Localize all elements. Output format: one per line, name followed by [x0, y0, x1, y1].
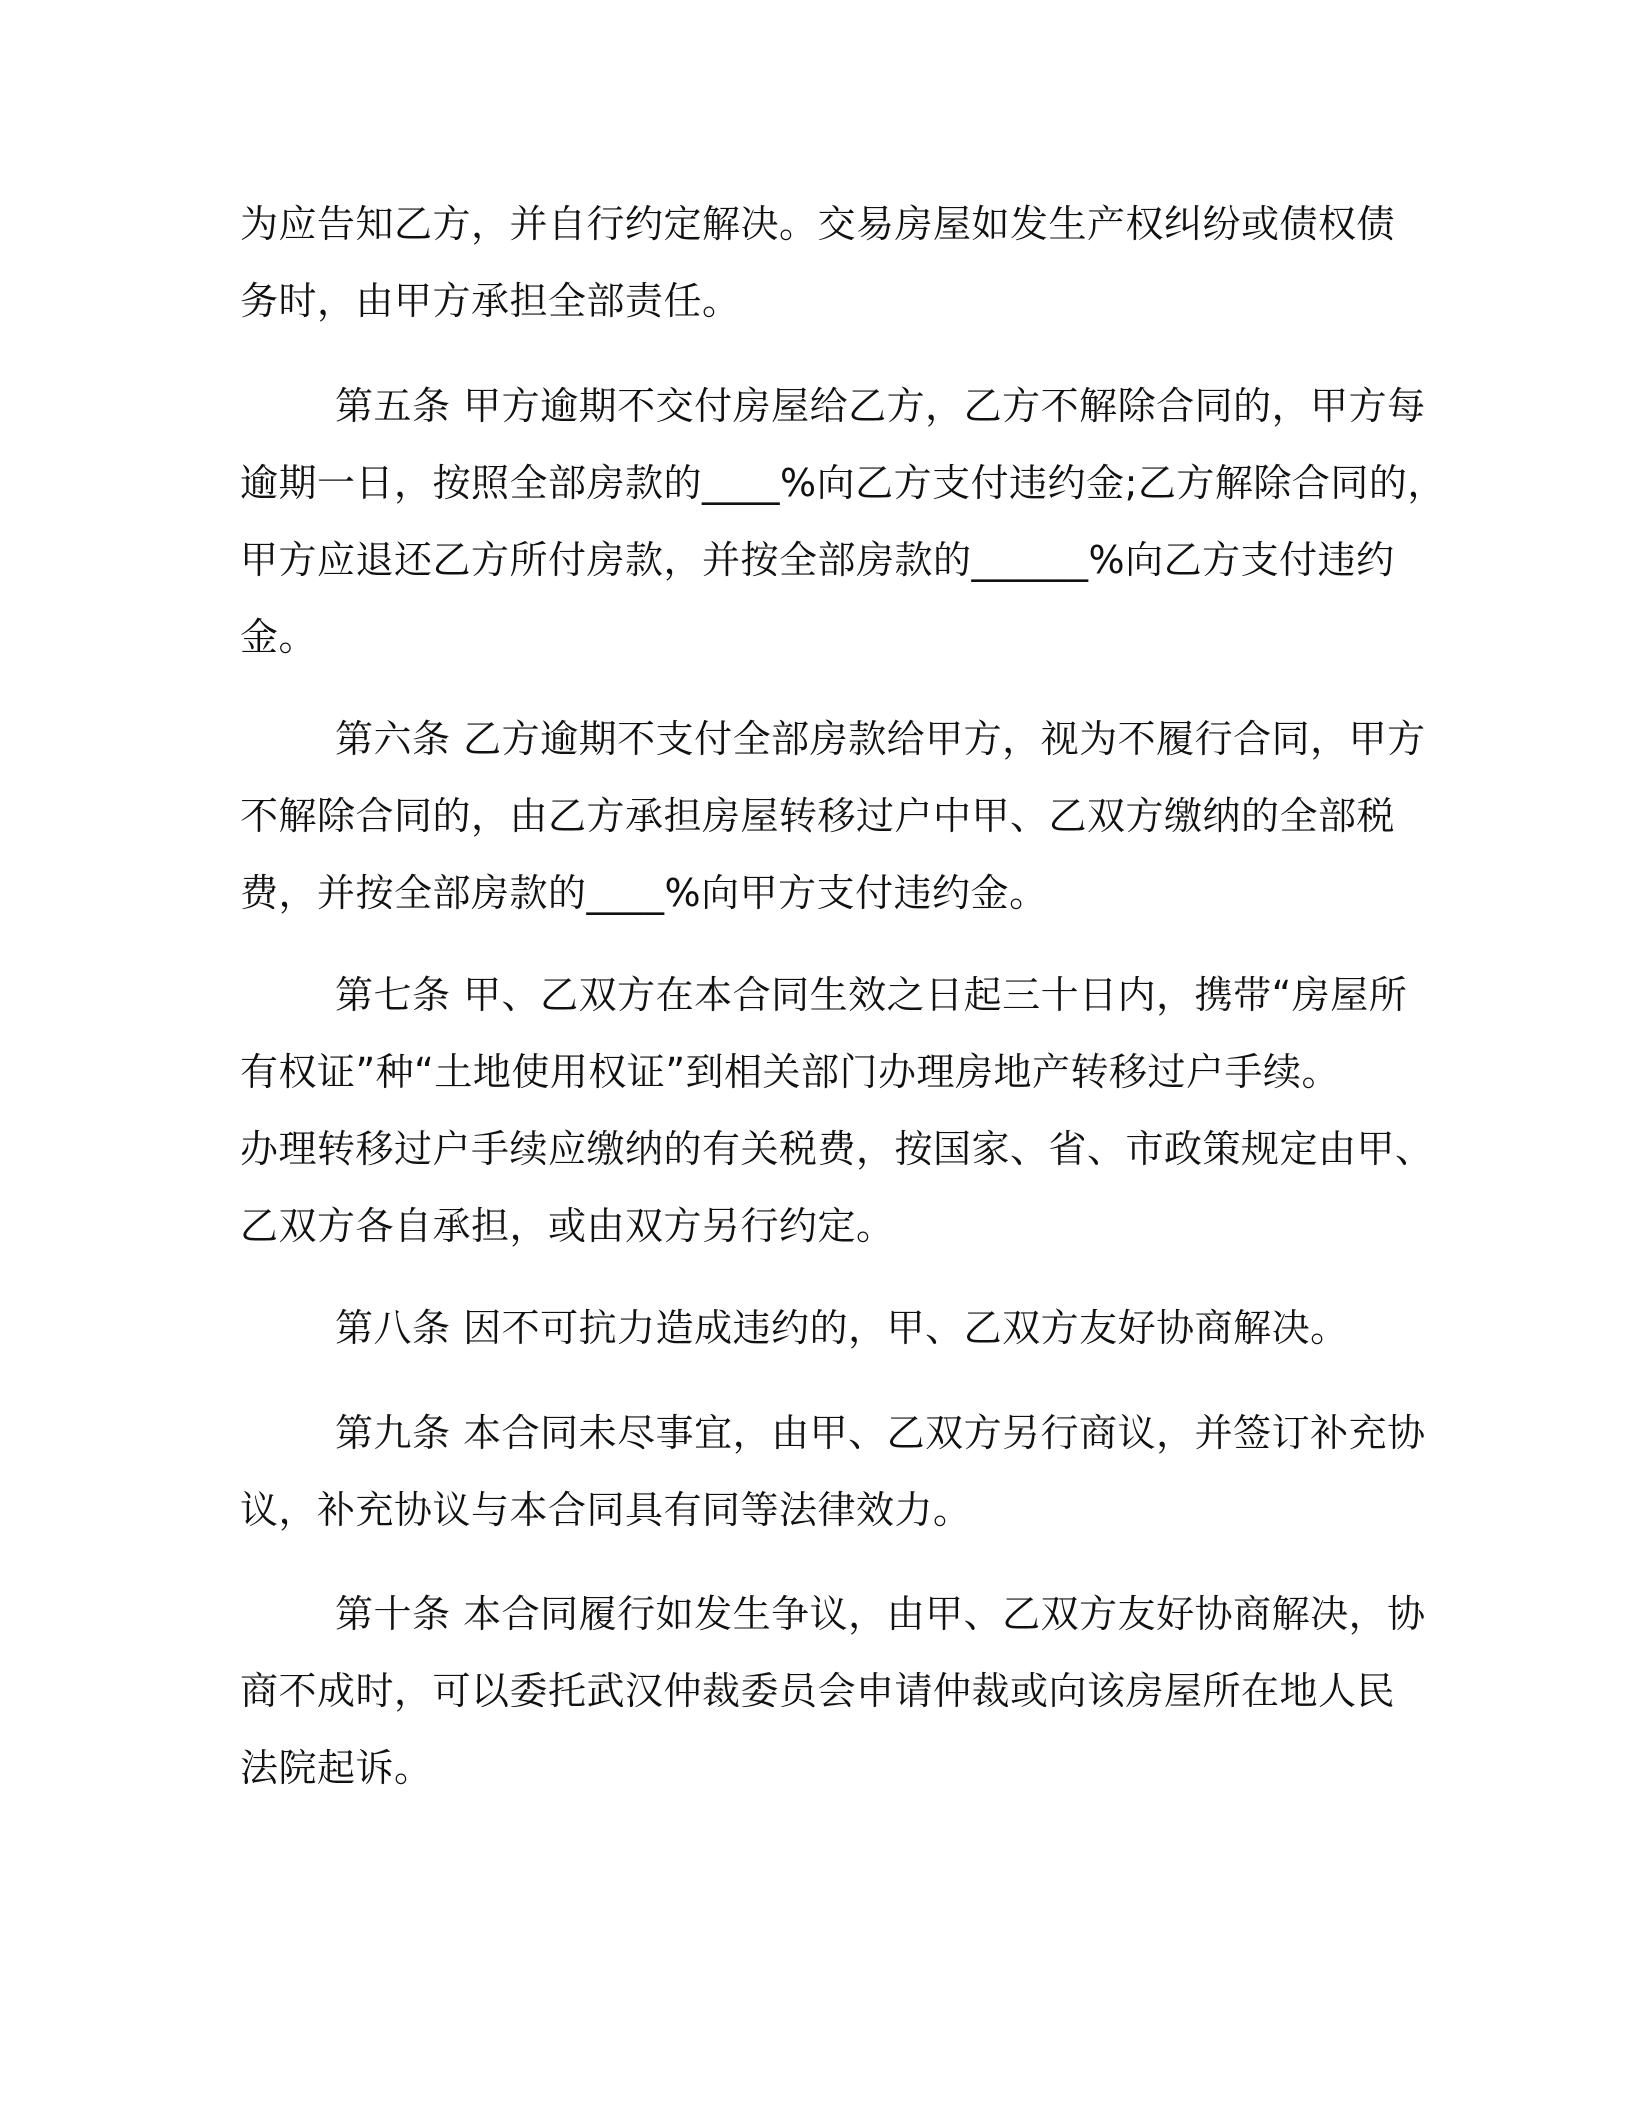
text-line: 第五条 甲方逾期不交付房屋给乙方，乙方不解除合同的，甲方每 [335, 384, 1426, 428]
text-line: 费，并按全部房款的____%向甲方支付违约金。 [240, 871, 1048, 915]
text-line: 第七条 甲、乙双方在本合同生效之日起三十日内，携带“房屋所 [335, 973, 1408, 1017]
text-line: 乙双方各自承担，或由双方另行约定。 [240, 1204, 895, 1248]
text-line: 办理转移过户手续应缴纳的有关税费，按国家、省、市政策规定由甲、 [240, 1127, 1434, 1171]
text-line: 议，补充协议与本合同具有同等法律效力。 [240, 1488, 972, 1532]
text-line: 第八条 因不可抗力造成违约的，甲、乙双方友好协商解决。 [335, 1306, 1349, 1350]
text-line: 甲方应退还乙方所付房款，并按全部房款的______%向乙方支付违约 [240, 538, 1395, 582]
text-line: 不解除合同的，由乙方承担房屋转移过户中甲、乙双方缴纳的全部税 [240, 794, 1396, 838]
text-line: 法院起诉。 [240, 1746, 433, 1790]
text-line: 为应告知乙方，并自行约定解决。交易房屋如发生产权纠纷或债权债 [240, 202, 1396, 246]
text-line: 有权证”种“土地使用权证”到相关部门办理房地产转移过户手续。 [240, 1050, 1341, 1094]
text-line: 务时，由甲方承担全部责任。 [240, 279, 741, 323]
text-line: 逾期一日，按照全部房款的____%向乙方支付违约金;乙方解除合同的， [240, 461, 1446, 505]
text-line: 金。 [240, 615, 318, 659]
text-line: 第十条 本合同履行如发生争议，由甲、乙双方友好协商解决，协 [335, 1592, 1426, 1636]
text-line: 第九条 本合同未尽事宜，由甲、乙双方另行商议，并签订补充协 [335, 1411, 1426, 1455]
text-line: 商不成时，可以委托武汉仲裁委员会申请仲裁或向该房屋所在地人民 [240, 1669, 1396, 1713]
text-line: 第六条 乙方逾期不支付全部房款给甲方，视为不履行合同，甲方 [335, 717, 1426, 761]
